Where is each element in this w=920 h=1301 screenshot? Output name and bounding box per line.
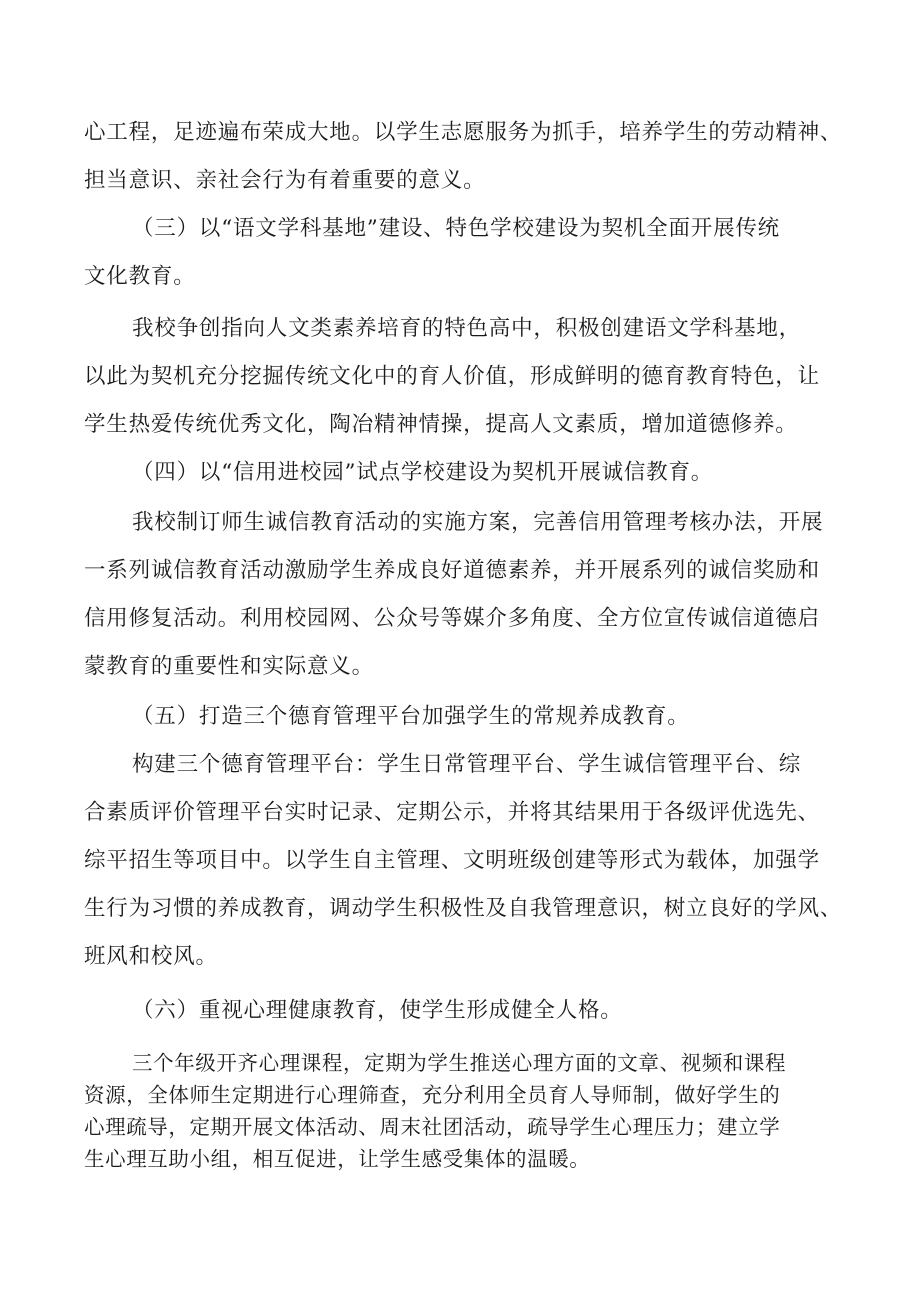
text-line: 我校争创指向人文类素养培育的特色高中，积极创建语文学科基地，	[132, 316, 802, 341]
text-line: 蒙教育的重要性和实际意义。	[84, 654, 374, 679]
text-line: 资源，全体师生定期进行心理筛查，充分利用全员育人导师制，做好学生的	[84, 1083, 781, 1107]
section-heading: （六）重视心理健康教育，使学生形成健全人格。	[132, 998, 623, 1023]
text-line: 心工程，足迹遍布荣成大地。以学生志愿服务为抓手，培养学生的劳动精神、	[84, 120, 843, 145]
section-heading: （三）以“语文学科基地”建设、特色学校建设为契机全面开展传统	[132, 216, 780, 241]
section-heading: （四）以“信用进校园”试点学校建设为契机开展诚信教育。	[132, 460, 714, 485]
section-heading: （五）打造三个德育管理平台加强学生的常规养成教育。	[132, 704, 690, 729]
section-heading: 文化教育。	[84, 264, 196, 289]
text-line: 生行为习惯的养成教育，调动学生积极性及自我管理意识，树立良好的学风、	[84, 896, 843, 921]
text-line: 信用修复活动。利用校园网、公众号等媒介多角度、全方位宣传诚信道德启	[84, 606, 820, 631]
text-line: 一系列诚信教育活动激励学生养成良好道德素养，并开展系列的诚信奖励和	[84, 558, 820, 583]
text-line: 班风和校风。	[84, 944, 218, 969]
text-line: 以此为契机充分挖掘传统文化中的育人价值，形成鲜明的德育教育特色，让	[84, 364, 820, 389]
text-line: 三个年级开齐心理课程，定期为学生推送心理方面的文章、视频和课程	[132, 1051, 787, 1075]
text-line: 担当意识、亲社会行为有着重要的意义。	[84, 168, 486, 193]
text-line: 生心理互助小组，相互促进，让学生感受集体的温暖。	[84, 1147, 591, 1171]
text-line: 心理疏导，定期开展文体活动、周末社团活动，疏导学生心理压力；建立学	[84, 1115, 781, 1139]
text-line: 学生热爱传统优秀文化，陶冶精神情操，提高人文素质，增加道德修养。	[84, 412, 798, 437]
text-line: 合素质评价管理平台实时记录、定期公示，并将其结果用于各级评优选先、	[84, 800, 820, 825]
text-line: 构建三个德育管理平台：学生日常管理平台、学生诚信管理平台、综	[132, 752, 802, 777]
text-line: 我校制订师生诚信教育活动的实施方案，完善信用管理考核办法，开展	[132, 510, 824, 535]
text-line: 综平招生等项目中。以学生自主管理、文明班级创建等形式为载体，加强学	[84, 848, 820, 873]
